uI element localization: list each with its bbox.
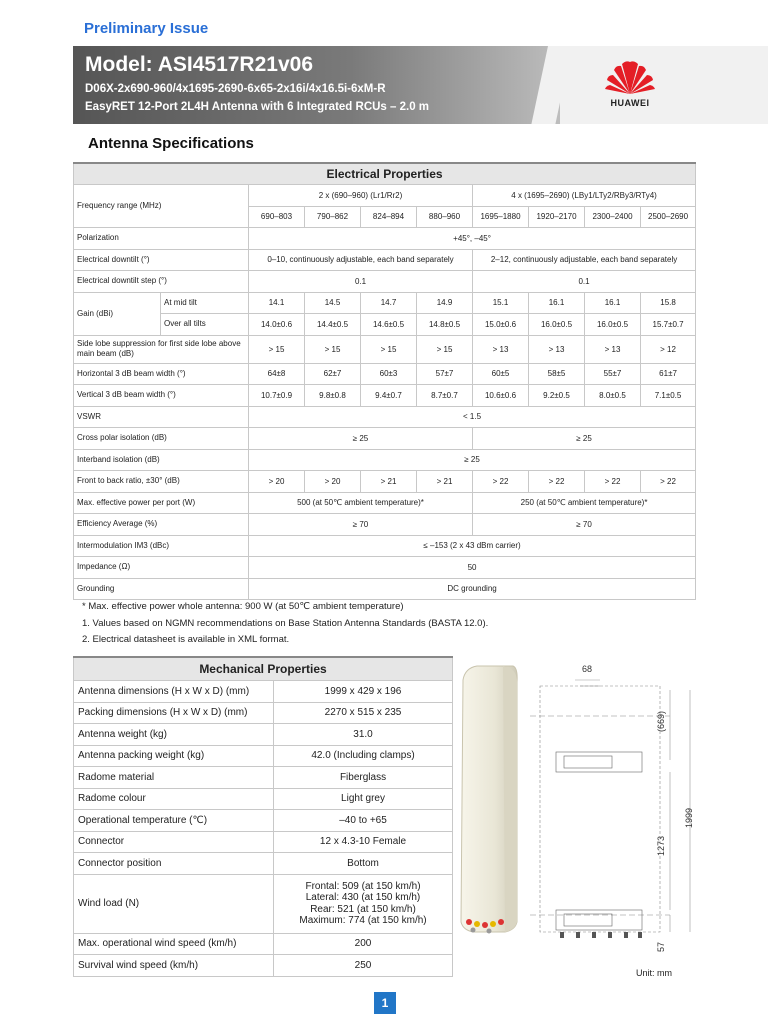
crosspolar-label: Cross polar isolation (dB) (74, 428, 249, 450)
mech-label: Packing dimensions (H x W x D) (mm) (74, 702, 274, 724)
vbw-cell: 9.2±0.5 (529, 385, 585, 407)
unit-label: Unit: mm (636, 968, 672, 978)
band-cell: 824–894 (361, 206, 417, 228)
sidelobe-cell: > 15 (305, 335, 361, 363)
mech-value: 12 x 4.3-10 Female (274, 831, 453, 853)
band-cell: 690–803 (249, 206, 305, 228)
band-group-high: 4 x (1695–2690) (LBy1/LTy2/RBy3/RTy4) (473, 185, 696, 207)
mechanical-properties-table (73, 656, 453, 977)
hbw-label: Horizontal 3 dB beam width (°) (74, 363, 249, 385)
sidelobe-label: Side lobe suppression for first side lobe above main beam (dB) (74, 335, 249, 363)
dim-bottom-label: 57 (656, 941, 666, 952)
interband-value: ≥ 25 (249, 449, 696, 471)
wind-load-values (274, 874, 453, 933)
sidelobe-cell: > 13 (473, 335, 529, 363)
polarization-value: +45°, –45° (249, 228, 696, 250)
wind-line: Rear: 521 (at 150 km/h) (310, 903, 416, 915)
gain-mid-cell: 14.5 (305, 292, 361, 314)
footnote-star: * Max. effective power whole antenna: 900 W (at 50℃ ambient temperature) (82, 601, 404, 612)
ftb-cell: > 22 (529, 471, 585, 493)
mech-value: 200 (274, 933, 453, 955)
wind-line: Maximum: 774 (at 150 km/h) (299, 915, 427, 926)
ftb-cell: > 20 (305, 471, 361, 493)
gain-all-cell: 16.0±0.5 (529, 314, 585, 336)
gain-mid-cell: 14.9 (417, 292, 473, 314)
preliminary-issue-label: Preliminary Issue (84, 20, 209, 37)
downtilt-step-label: Electrical downtilt step (°) (74, 271, 249, 293)
gain-mid-cell: 16.1 (529, 292, 585, 314)
interband-label: Interband isolation (dB) (74, 449, 249, 471)
mech-label: Radome material (74, 767, 274, 789)
gain-all-cell: 15.7±0.7 (641, 314, 696, 336)
gain-mid-cell: 15.1 (473, 292, 529, 314)
hbw-cell: 64±8 (249, 363, 305, 385)
intermod-value: ≤ –153 (2 x 43 dBm carrier) (249, 535, 696, 557)
wind-line: Frontal: 509 (at 150 km/h) (305, 880, 421, 892)
band-cell: 1920–2170 (529, 206, 585, 228)
hbw-cell: 58±5 (529, 363, 585, 385)
power-low: 500 (at 50℃ ambient temperature)* (249, 492, 473, 514)
downtilt-high-value: 2–12, continuously adjustable, each band separately (473, 249, 696, 271)
hbw-cell: 61±7 (641, 363, 696, 385)
intermod-label: Intermodulation IM3 (dBc) (74, 535, 249, 557)
model-subtitle: D06X-2x690-960/4x1695-2690-6x65-2x16i/4x16.5i-6xM-R (85, 83, 386, 95)
banner-logo-area (560, 46, 768, 124)
downtilt-label: Electrical downtilt (°) (74, 249, 249, 271)
sidelobe-cell: > 13 (529, 335, 585, 363)
dim-total-label: 1999 (684, 807, 694, 828)
vbw-cell: 9.4±0.7 (361, 385, 417, 407)
footnote-1: 1. Values based on NGMN recommendations on Base Station Antenna Standards (BASTA 12.0). (82, 618, 489, 629)
sidelobe-cell: > 13 (585, 335, 641, 363)
band-cell: 1695–1880 (473, 206, 529, 228)
ftb-cell: > 22 (641, 471, 696, 493)
gain-mid-cell: 14.7 (361, 292, 417, 314)
vbw-cell: 8.7±0.7 (417, 385, 473, 407)
impedance-label: Impedance (Ω) (74, 557, 249, 579)
band-cell: 2500–2690 (641, 206, 696, 228)
downtilt-step-low: 0.1 (249, 271, 473, 293)
electrical-properties-table (73, 162, 696, 600)
huawei-logo (600, 58, 660, 114)
freq-label: Frequency range (MHz) (74, 185, 249, 228)
vswr-value: < 1.5 (249, 406, 696, 428)
mech-label: Operational temperature (℃) (74, 810, 274, 832)
mech-label: Antenna packing weight (kg) (74, 745, 274, 767)
vswr-label: VSWR (74, 406, 249, 428)
gain-all-cell: 14.8±0.5 (417, 314, 473, 336)
efficiency-low: ≥ 70 (249, 514, 473, 536)
sidelobe-cell: > 15 (417, 335, 473, 363)
footnote-2: 2. Electrical datasheet is available in XML format. (82, 634, 290, 645)
mech-value: Light grey (274, 788, 453, 810)
mech-value: 42.0 (Including clamps) (274, 745, 453, 767)
crosspolar-high: ≥ 25 (473, 428, 696, 450)
power-label: Max. effective power per port (W) (74, 492, 249, 514)
grounding-label: Grounding (74, 578, 249, 600)
vbw-cell: 10.6±0.6 (473, 385, 529, 407)
wind-line: Lateral: 430 (at 150 km/h) (305, 892, 421, 903)
section-title: Antenna Specifications (88, 135, 254, 152)
gain-mid-label: At mid tilt (161, 292, 249, 314)
efficiency-label: Efficiency Average (%) (74, 514, 249, 536)
band-cell: 790–862 (305, 206, 361, 228)
page-number: 1 (374, 992, 396, 1014)
band-cell: 880–960 (417, 206, 473, 228)
mech-label: Antenna dimensions (H x W x D) (mm) (74, 681, 274, 703)
vbw-cell: 8.0±0.5 (585, 385, 641, 407)
ftb-cell: > 22 (473, 471, 529, 493)
hbw-cell: 60±5 (473, 363, 529, 385)
mech-value: 2270 x 515 x 235 (274, 702, 453, 724)
ftb-label: Front to back ratio, ±30° (dB) (74, 471, 249, 493)
impedance-value: 50 (249, 557, 696, 579)
mech-label: Antenna weight (kg) (74, 724, 274, 746)
dim-mid-label: 1273 (656, 835, 666, 856)
vbw-cell: 10.7±0.9 (249, 385, 305, 407)
hbw-cell: 60±3 (361, 363, 417, 385)
wind-load-label: Wind load (N) (74, 874, 274, 933)
power-high: 250 (at 50℃ ambient temperature)* (473, 492, 696, 514)
mech-label: Survival wind speed (km/h) (74, 955, 274, 977)
gain-mid-cell: 15.8 (641, 292, 696, 314)
gain-mid-cell: 16.1 (585, 292, 641, 314)
ftb-cell: > 20 (249, 471, 305, 493)
mech-label: Connector position (74, 853, 274, 875)
dim-upper-label: (669) (656, 710, 666, 732)
grounding-value: DC grounding (249, 578, 696, 600)
hbw-cell: 57±7 (417, 363, 473, 385)
vbw-cell: 9.8±0.8 (305, 385, 361, 407)
mech-value: Fiberglass (274, 767, 453, 789)
gain-label: Gain (dBi) (74, 292, 161, 335)
ftb-cell: > 22 (585, 471, 641, 493)
band-cell: 2300–2400 (585, 206, 641, 228)
brand-name: HUAWEI (610, 98, 650, 108)
crosspolar-low: ≥ 25 (249, 428, 473, 450)
vbw-cell: 7.1±0.5 (641, 385, 696, 407)
mech-label: Radome colour (74, 788, 274, 810)
gain-all-label: Over all tilts (161, 314, 249, 336)
efficiency-high: ≥ 70 (473, 514, 696, 536)
model-title: Model: ASI4517R21v06 (85, 53, 313, 76)
ftb-cell: > 21 (361, 471, 417, 493)
sidelobe-cell: > 15 (361, 335, 417, 363)
gain-all-cell: 14.6±0.5 (361, 314, 417, 336)
model-description: EasyRET 12-Port 2L4H Antenna with 6 Integrated RCUs – 2.0 m (85, 101, 430, 113)
mech-value: 31.0 (274, 724, 453, 746)
sidelobe-cell: > 12 (641, 335, 696, 363)
mech-value: Bottom (274, 853, 453, 875)
mech-value: –40 to +65 (274, 810, 453, 832)
vbw-label: Vertical 3 dB beam width (°) (74, 385, 249, 407)
gain-all-cell: 14.4±0.5 (305, 314, 361, 336)
hbw-cell: 62±7 (305, 363, 361, 385)
hbw-cell: 55±7 (585, 363, 641, 385)
ftb-cell: > 21 (417, 471, 473, 493)
gain-all-cell: 15.0±0.6 (473, 314, 529, 336)
gain-all-cell: 16.0±0.5 (585, 314, 641, 336)
huawei-flower-icon (600, 58, 660, 98)
mech-value: 250 (274, 955, 453, 977)
dim-width-label: 68 (582, 664, 593, 674)
gain-all-cell: 14.0±0.6 (249, 314, 305, 336)
mechanical-title: Mechanical Properties (74, 657, 453, 681)
antenna-photo (455, 660, 520, 940)
band-group-low: 2 x (690–960) (Lr1/Rr2) (249, 185, 473, 207)
electrical-title: Electrical Properties (74, 163, 696, 185)
mech-label: Connector (74, 831, 274, 853)
gain-mid-cell: 14.1 (249, 292, 305, 314)
mech-label: Max. operational wind speed (km/h) (74, 933, 274, 955)
dimension-drawing (520, 660, 720, 960)
polarization-label: Polarization (74, 228, 249, 250)
downtilt-step-high: 0.1 (473, 271, 696, 293)
mech-value: 1999 x 429 x 196 (274, 681, 453, 703)
downtilt-low-value: 0–10, continuously adjustable, each band separately (249, 249, 473, 271)
sidelobe-cell: > 15 (249, 335, 305, 363)
